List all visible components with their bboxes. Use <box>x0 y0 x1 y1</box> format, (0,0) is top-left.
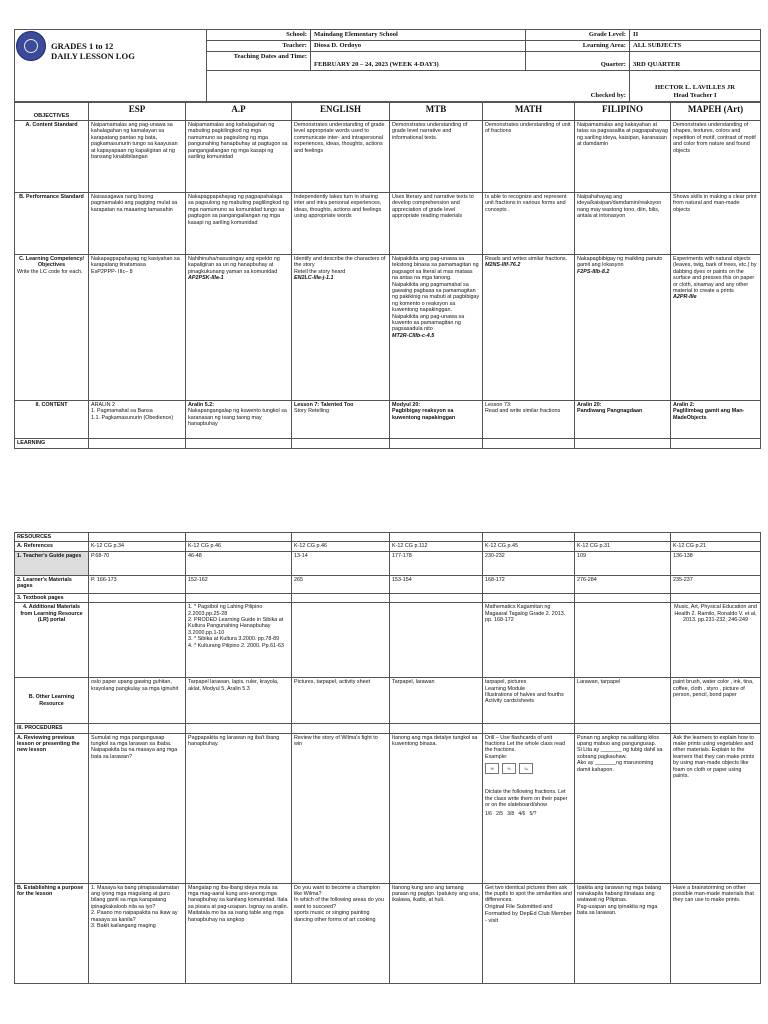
cell: Uses literary and narrative texts to develop comprehension and appreciation of grade level appropriate reading materials <box>390 193 483 255</box>
content-lead: Aralin 2: <box>673 402 695 408</box>
cell: Punan ng angkop na salitang kilos upang mabuo ang pangungusap. Si Lita ay _______ ng tubig dahil sa sobrang pagkauhaw. Ako ay _______ng marunoming damit kahapon. <box>575 733 671 883</box>
cell-text: Naipakikita ang pag-unawa sa tekstong binasa sa pamamagitan ng pagsagot sa literal at mas mataas na antas na mga tanong. Naipakikita ang pagmamahal sa gawaing pagbasa sa pamamagitan ng pakikinig na mabuti at pagbibigay ng komento o reaksyon sa kuwentong napakinggan. Naipakikita ang pag-unawa sa kuwento sa pamamagitan ng pagsasadula nito <box>392 256 480 333</box>
cell <box>483 401 575 439</box>
checked-by-label: Checked by: <box>526 71 630 102</box>
subject-math: MATH <box>483 103 575 121</box>
flashcard-icon: ¼ <box>519 763 533 774</box>
form-title-line2: DAILY LESSON LOG <box>51 51 135 61</box>
lc-code: A2PR-IIIe <box>673 294 697 301</box>
fraction: 1/6 <box>485 811 492 818</box>
cell: 13-14 <box>292 551 390 575</box>
grade-value: II <box>630 30 761 41</box>
logo-cell <box>15 30 207 102</box>
checker-block <box>630 71 761 102</box>
content-lead: Lesson 73: <box>485 402 512 408</box>
objectives-table <box>14 102 761 449</box>
competency-label-cell <box>15 255 89 401</box>
resources-table <box>14 532 761 984</box>
row-label: 3. Textbook pages <box>15 593 89 602</box>
cell-text: Get two identical pictures then ask the pupils to spot the similarities and differences. <box>485 884 572 904</box>
cell <box>292 603 390 678</box>
row-label: II. CONTENT <box>15 401 89 439</box>
content-standard-row <box>15 121 761 193</box>
watermark-text: Original File Submitted and Formatted by DepEd Club Member - visit <box>485 903 572 924</box>
cell: Naipahahayag ang ideya/kaisipan/damdamin/reaksyon nang may wastong tono, diin, bilis, antala at intonasyon <box>575 193 671 255</box>
cell <box>483 255 575 401</box>
lc-code: EN2LC-IIIe-j-1.1 <box>294 275 334 282</box>
procedures-label: III. PROCEDURES <box>15 724 89 733</box>
cell-text: Nakapagpapahayag ng kasiyahan sa karapatang tinatamasa EsP2PPP- IIIc– 8 <box>91 256 180 275</box>
content-rest: Story Retelling <box>294 408 330 415</box>
quarter-label: Quarter: <box>526 52 630 71</box>
content-rest: Nakapangangalap ng kuwento tungkol sa karanasan ng isang taong may hanapbuhay <box>188 408 287 428</box>
cell: Demonstrates understanding of grade level appropriate words used to communicate inter- and intrapersonal experiences, ideas, thoughts, actions and feelings <box>292 121 390 193</box>
content-rest: 1. Pagmamahal sa Bansa 1.1. Pagkamasunurin (Obedience) <box>91 408 174 421</box>
cell: 136-138 <box>671 551 761 575</box>
content-lead: Aralin 20: <box>577 402 602 408</box>
other-resources-row <box>15 678 761 724</box>
cell-text: Drill – Use flashcards of unit fractions Let the whole class read the fractions. Example: <box>485 734 566 760</box>
school-label: School: <box>207 30 311 41</box>
lc-code: MT2R-CIIIb-c-4.5 <box>392 332 435 339</box>
cell: 177-178 <box>390 551 483 575</box>
area-value: ALL SUBJECTS <box>630 41 761 52</box>
cell: K-12 CG p.112 <box>390 542 483 551</box>
cell: Do you want to become a champion like Wilma? In which of the following areas do you want to succeed? sports music or singing painting dancing other forms of art cooking <box>292 883 390 983</box>
lc-code: AP2PSK-IIIa-1 <box>188 275 224 282</box>
learning-row <box>15 439 761 449</box>
cell: K-12 CG p.45 <box>483 542 575 551</box>
establishing-row <box>15 883 761 983</box>
subject-ap: A.P <box>186 103 292 121</box>
content-rest: Pagbibigay reaksyon sa kuwentong napakinggan <box>392 408 456 421</box>
area-label: Learning Area: <box>526 41 630 52</box>
cell: Have a brainstorming on other possible man-made materials that they can use to make prints. <box>671 883 761 983</box>
cell: Ipakita ang larawan ng mga batang nanakapila habang itinataas ang watawat ng Pilipinas. Pag-usapan ang ipinakita ng mga bata sa larawan. <box>575 883 671 983</box>
cell: Sumulat ng mga pangungusap tungkol sa mga larawan sa ibaba. Naipapakita ba na masaya ang mga bata sa larawan? <box>89 733 186 883</box>
school-value: Maindang Elementary School <box>311 30 526 41</box>
cell <box>390 401 483 439</box>
subject-filipino: FILIPINO <box>575 103 671 121</box>
cell: Naipamamalas ang kakayahan at tatas sa pagsasalita at pagpapahayag ng sariling ideya, kaisipan, karanasan at damdamin <box>575 121 671 193</box>
row-label: A. Content Standard <box>15 121 89 193</box>
cell: Nakapagpapahayag ng pagpapahalaga sa pagsulong ng mabuting paglilingkod ng mga namumuno sa komunidad tungo sa pagtugon sa pangangailangan ng mga kasapi ng sariling komunidad <box>186 193 292 255</box>
row-label: B. Establishing a purpose for the lesson <box>15 883 89 983</box>
cell: Naisasagawa nang buong pagmamalaki ang pagiging mulat sa karapatan na maaaring tamasahin <box>89 193 186 255</box>
subject-english: ENGLISH <box>292 103 390 121</box>
cell-text: Experiments with natural objects (leaves, twig, bark of trees, etc.) by dabbing dyes or paints on the surface and presses this on paper or cloth, sinamay and any other material to create a prints <box>673 256 757 295</box>
cell: Larawan, tarpapel <box>575 678 671 724</box>
cell: Review the story of Wilma's fight to win <box>292 733 390 883</box>
cell: 1. Masaya ka bang pinapasalamatan ang iyong mga magulang at guro bilang ganti sa mga karapatang ipinagkakaloob nila sa iyo? 2. Paano mo naipapakita na ikaw ay masaya sa kanila? 3. Bakit kailangang maging <box>89 883 186 983</box>
cell: Demonstrates understanding of shapes, textures, colors and repetition of motif, contrast of motif and color from nature and found objects <box>671 121 761 193</box>
cell: Music, Art, Physical Education and Health 2. Ramilo, Ronaldo V. et al, 2013. pp.231-232, 246-249 <box>671 603 761 678</box>
cell: Pictures, tarpapel, activity sheet <box>292 678 390 724</box>
lesson-log-page-2 <box>14 532 760 984</box>
row-label: LEARNING <box>15 439 89 449</box>
content-lead: Aralin 5.2: <box>188 402 215 408</box>
teacher-value: Diosa D. Ordoyo <box>311 41 526 52</box>
cell: 46-48 <box>186 551 292 575</box>
cell: 152-162 <box>186 575 292 593</box>
fraction: 2/5 <box>496 811 504 818</box>
content-row <box>15 401 761 439</box>
teachers-guide-row <box>15 551 761 575</box>
learners-materials-row <box>15 575 761 593</box>
cell-text: Nakapagbibigay ng maikling panuto gamit ang lokasyon <box>577 256 663 269</box>
references-row <box>15 542 761 551</box>
content-rest: Read and write similar fractions <box>485 408 561 415</box>
lc-code: F2PS-IIIb-8.2 <box>577 268 610 275</box>
cell: 1. * Pagsibol ng Lahing Pilipino 2.2003.pp.25-28 2. PRODED Learning Guide in Sibika at Kultura Pangunahing Hanapbuhay 3.2000.pp.1-10 3. * Sibika at Kultura 3.2000. pp.78-89 4. * Kulturang Pilipino 2. 2000. Pp.61-63 <box>186 603 292 678</box>
cell: K-12 CG p.46 <box>186 542 292 551</box>
cell: K-12 CG p.34 <box>89 542 186 551</box>
row-label: C. Learning Competency/ Objectives <box>19 256 84 269</box>
cell: K-12 CG p.46 <box>292 542 390 551</box>
cell: Ask the learners to explain how to make prints using vegetables and other materials. Explain to the learners that they can make prints by using man-made objects like foam on cloth or paper using paints. <box>671 733 761 883</box>
cell: Independently takes turn in sharing inter and intra personal experiences, ideas, thoughts, actions and feelings using appropriate words <box>292 193 390 255</box>
cell: tarpapel, pictures Learning Module Illustrations of halves and fourths Activity cards/sheets <box>483 678 575 724</box>
cell <box>390 255 483 401</box>
math-review-cell <box>483 733 575 883</box>
subject-mapeh: MAPEH (Art) <box>671 103 761 121</box>
content-lead: Lesson 7: Talented Too <box>294 402 354 408</box>
fraction-list <box>485 811 572 817</box>
dates-label: Teaching Dates and Time: <box>207 52 311 71</box>
row-label: B. Other Learning Resource <box>15 678 89 724</box>
cell <box>292 401 390 439</box>
dictation-text: Dictate the following fractions. Let the class write them on their paper or on the slateboard/show <box>485 789 568 809</box>
row-sublabel: Write the LC code for each. <box>17 268 83 275</box>
math-establishing-cell <box>483 883 575 983</box>
lesson-log-page-1 <box>14 29 760 449</box>
cell <box>89 603 186 678</box>
cell: Naipamamalas ang pag-unawa sa kahalagahan ng kamalayan sa karapatang pantao ng bata, pagkamasunurin tungo sa kaayusan at kapayapaan ng kapaligiran at ng bansang kinabibilangan <box>89 121 186 193</box>
cell <box>671 255 761 401</box>
cell: Is able to recognize and represent unit fractions in various forms and concepts . <box>483 193 575 255</box>
objectives-label: OBJECTIVES <box>15 103 89 121</box>
cell: 153-154 <box>390 575 483 593</box>
header-table <box>14 29 761 102</box>
row-label: A. References <box>15 542 89 551</box>
cell <box>292 255 390 401</box>
cell: K-12 CG p.21 <box>671 542 761 551</box>
cell: K-12 CG p.31 <box>575 542 671 551</box>
fraction: 5/? <box>529 811 537 818</box>
subject-esp: ESP <box>89 103 186 121</box>
cell: Itanong kung ano ang tamang paraan ng paglgo. Ipatukoy ang una, ikalawa, ikatlo, at huli. <box>390 883 483 983</box>
cell: Pagpapakita ng larawan ng iba't ibang hanapbuhay. <box>186 733 292 883</box>
cell: P.68-70 <box>89 551 186 575</box>
cell-text: Nahihinuha/nasusingay ang epekto ng kapaligiran sa uri ng hanapbuhay at pinagkukunang yaman sa komunidad <box>188 256 280 275</box>
cell: Demonstrates understanding of unit of fractions <box>483 121 575 193</box>
cell: Tarpapel larawan, lapis, ruler, krayola, aklat, Modyul 5, Aralin 5.3 <box>186 678 292 724</box>
cell: Demonstrates understanding of grade level narrative and informational texts. <box>390 121 483 193</box>
reviewing-row <box>15 733 761 883</box>
cell-text: Identify and describe the characters of the story Retell the story heard <box>294 256 386 275</box>
flashcard-icon: ½ <box>485 763 499 774</box>
row-label: 1. Teacher's Guide pages <box>15 551 89 575</box>
cell <box>575 603 671 678</box>
cell <box>575 255 671 401</box>
cell: 168-172 <box>483 575 575 593</box>
row-label: 2. Learner's Materials pages <box>15 575 89 593</box>
textbook-row <box>15 593 761 602</box>
quarter-value: 3RD QUARTER <box>630 52 761 71</box>
fraction: 4/6 <box>518 811 526 818</box>
content-rest: Paglilimbag gamit ang Man-MadeObjects <box>673 408 745 421</box>
content-lead: Modyul 20: <box>392 402 421 408</box>
cell: 235-237 <box>671 575 761 593</box>
cell <box>186 255 292 401</box>
content-lead: ARALIN 2 <box>91 402 115 408</box>
additional-materials-row <box>15 603 761 678</box>
grade-label: Grade Level: <box>526 30 630 41</box>
teacher-label: Teacher: <box>207 41 311 52</box>
cell: P. 166-173 <box>89 575 186 593</box>
lc-code: M2NS-IIIf-76.2 <box>485 262 521 269</box>
form-title-line1: GRADES 1 to 12 <box>51 41 114 51</box>
cell: paint brush, water color , ink, tina, coffee, cloth , styro , picture of person, pencil, bond paper <box>671 678 761 724</box>
flashcard-icon: ⅓ <box>502 763 516 774</box>
subject-mtb: MTB <box>390 103 483 121</box>
cell: oslo paper upang gawing guhitan, krayolang pangkulay sa mga iginuhit <box>89 678 186 724</box>
cell <box>671 401 761 439</box>
deped-seal-icon <box>16 31 46 61</box>
content-rest: Pandiwang Pangnagdaan <box>577 408 643 415</box>
dates-value: FEBRUARY 20 – 24, 2023 (WEEK 4-DAY3) <box>311 52 526 71</box>
fraction: 3/8 <box>507 811 515 818</box>
resources-label: RESOURCES <box>15 533 89 542</box>
cell: Itanong ang mga detalye tungkol sa kuwentong binasa. <box>390 733 483 883</box>
cell-text: Reads and writes similar fractions. <box>485 256 568 262</box>
cell: 276-284 <box>575 575 671 593</box>
cell: 109 <box>575 551 671 575</box>
cell <box>89 401 186 439</box>
cell <box>186 401 292 439</box>
flashcards <box>485 762 572 775</box>
cell: Tarpapel, larawan <box>390 678 483 724</box>
cell: Mathematics Kagamitan ng Magaaral Tagalog Grade 2. 2013. pp. 168-172 <box>483 603 575 678</box>
cell <box>390 603 483 678</box>
cell <box>575 401 671 439</box>
cell: 265 <box>292 575 390 593</box>
row-label: A. Reviewing previous lesson or presenting the new lesson <box>15 733 89 883</box>
performance-standard-row <box>15 193 761 255</box>
cell: Shows skills in making a clear print from natural and man-made objects <box>671 193 761 255</box>
cell: Naipamamalas ang kahalagahan ng mabuting pagkilingkod ng mga namumuno sa pagsulong ng mga pangunahing hanapbuhay at pagtugon sa pangangailangan ng mga kasapi ng sariling komunidad <box>186 121 292 193</box>
checker-title: Head Teacher I <box>673 92 717 99</box>
competency-row <box>15 255 761 401</box>
cell: 230-232 <box>483 551 575 575</box>
cell: Mangalap ng iba-ibang ideya mula sa mga mag-aaral kung ano-anong mga hanapbuhay sa kanilang komunidad. Itala sa pisara at pag-usapan. Isgnay sa aralin. Maitatala mo ba sa isang table ang mga hanapbuhay na angkop <box>186 883 292 983</box>
checker-name: HECTOR L. LAVILLES JR <box>654 84 735 91</box>
cell <box>89 255 186 401</box>
row-label: B. Performance Standard <box>15 193 89 255</box>
row-label: 4. Additional Materials from Learning Resource (LR) portal <box>15 603 89 678</box>
